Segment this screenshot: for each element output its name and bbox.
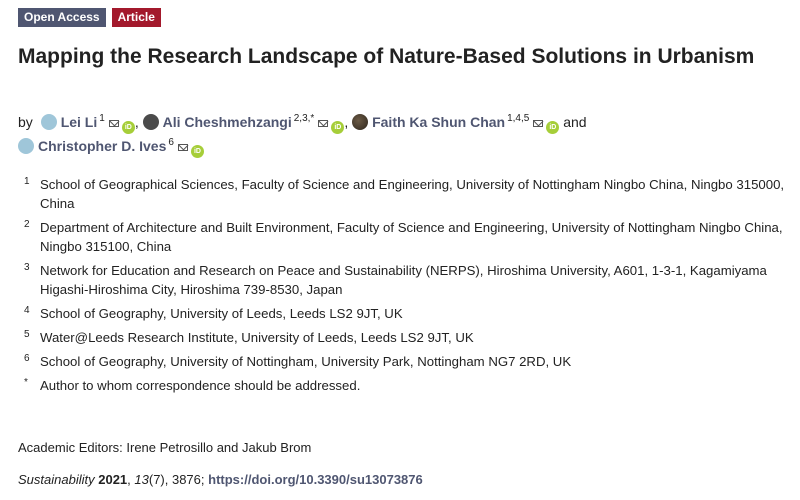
- author-separator: ,: [344, 114, 349, 130]
- affiliation-text: Author to whom correspondence should be addressed.: [40, 378, 361, 393]
- open-access-badge[interactable]: Open Access: [18, 8, 106, 27]
- article-type-badge: Article: [112, 8, 161, 27]
- author-separator: ,: [134, 114, 139, 130]
- avatar-photo-icon: [143, 114, 159, 130]
- author-affiliation-sup: 2,3,*: [293, 113, 315, 125]
- affiliation-item: [24, 175, 794, 213]
- orcid-icon[interactable]: iD: [191, 145, 204, 158]
- author-affiliation-sup: 1: [99, 113, 105, 125]
- affiliation-number: 1: [24, 176, 30, 187]
- author-lei-li: [41, 114, 135, 130]
- affiliation-number: 3: [24, 262, 30, 273]
- mail-icon[interactable]: [109, 120, 119, 127]
- author-name-link[interactable]: Christopher D. Ives: [38, 138, 167, 154]
- affiliation-item: [24, 261, 794, 299]
- avatar-placeholder-icon: [18, 138, 34, 154]
- orcid-icon[interactable]: iD: [331, 121, 344, 134]
- author-name-link[interactable]: Faith Ka Shun Chan: [372, 114, 506, 130]
- orcid-icon[interactable]: iD: [546, 121, 559, 134]
- author-christopher-ives: [18, 138, 204, 154]
- affiliation-text: School of Geography, University of Nottingham, University Park, Nottingham NG7 2RD, UK: [40, 354, 572, 369]
- affiliation-text: School of Geographical Sciences, Faculty of Science and Engineering, University of Nottingham Ningbo China, Ningbo 315000, China: [40, 177, 785, 211]
- and-label: and: [563, 114, 587, 130]
- affiliation-item: [24, 218, 794, 256]
- citation-issue-pages: (7), 3876;: [148, 472, 205, 487]
- author-name-link[interactable]: Lei Li: [60, 114, 98, 130]
- affiliation-text: Department of Architecture and Built Environment, Faculty of Science and Engineering, University of Nottingham Ningbo China, Ningbo 315100, China: [40, 220, 783, 254]
- affiliation-list: [24, 175, 794, 400]
- journal-name: Sustainability: [18, 472, 95, 487]
- citation-year: 2021: [98, 472, 128, 487]
- mail-icon[interactable]: [318, 120, 328, 127]
- affiliation-number: 5: [24, 329, 30, 340]
- by-label: by: [18, 114, 33, 130]
- author-name-link[interactable]: Ali Cheshmehzangi: [162, 114, 292, 130]
- avatar-placeholder-icon: [41, 114, 57, 130]
- avatar-photo-icon: [352, 114, 368, 130]
- mail-icon[interactable]: [178, 144, 188, 151]
- affiliation-text: School of Geography, University of Leeds, Leeds LS2 9JT, UK: [40, 306, 403, 321]
- author-ali-cheshmehzangi: [143, 114, 345, 130]
- author-affiliation-sup: 1,4,5: [507, 113, 530, 125]
- affiliation-item: [24, 304, 794, 323]
- author-list: [18, 110, 738, 158]
- affiliation-number: 6: [24, 353, 30, 364]
- doi-link[interactable]: https://doi.org/10.3390/su13073876: [208, 472, 423, 487]
- affiliation-number: 4: [24, 305, 30, 316]
- author-affiliation-sup: 6: [168, 137, 174, 149]
- affiliation-number: *: [24, 377, 28, 388]
- academic-editors: Academic Editors: Irene Petrosillo and Jakub Brom: [18, 440, 312, 455]
- article-badges: [18, 8, 161, 27]
- affiliation-item: [24, 328, 794, 347]
- orcid-icon[interactable]: iD: [122, 121, 135, 134]
- author-faith-chan: [352, 114, 559, 130]
- affiliation-text: Network for Education and Research on Peace and Sustainability (NERPS), Hiroshima University, A601, 1-3-1, Kagamiyama Higashi-Hiroshima City, Hiroshima 739-8530, Japan: [40, 263, 767, 297]
- citation-volume: 13: [134, 472, 149, 487]
- correspondence-note: [24, 376, 794, 395]
- affiliation-text: Water@Leeds Research Institute, University of Leeds, Leeds LS2 9JT, UK: [40, 330, 474, 345]
- affiliation-number: 2: [24, 219, 30, 230]
- affiliation-item: [24, 352, 794, 371]
- citation-line: Sustainability 2021, 13(7), 3876; https://doi.org/10.3390/su13073876: [18, 472, 423, 487]
- mail-icon[interactable]: [533, 120, 543, 127]
- article-title: Mapping the Research Landscape of Nature-Based Solutions in Urbanism: [18, 45, 755, 68]
